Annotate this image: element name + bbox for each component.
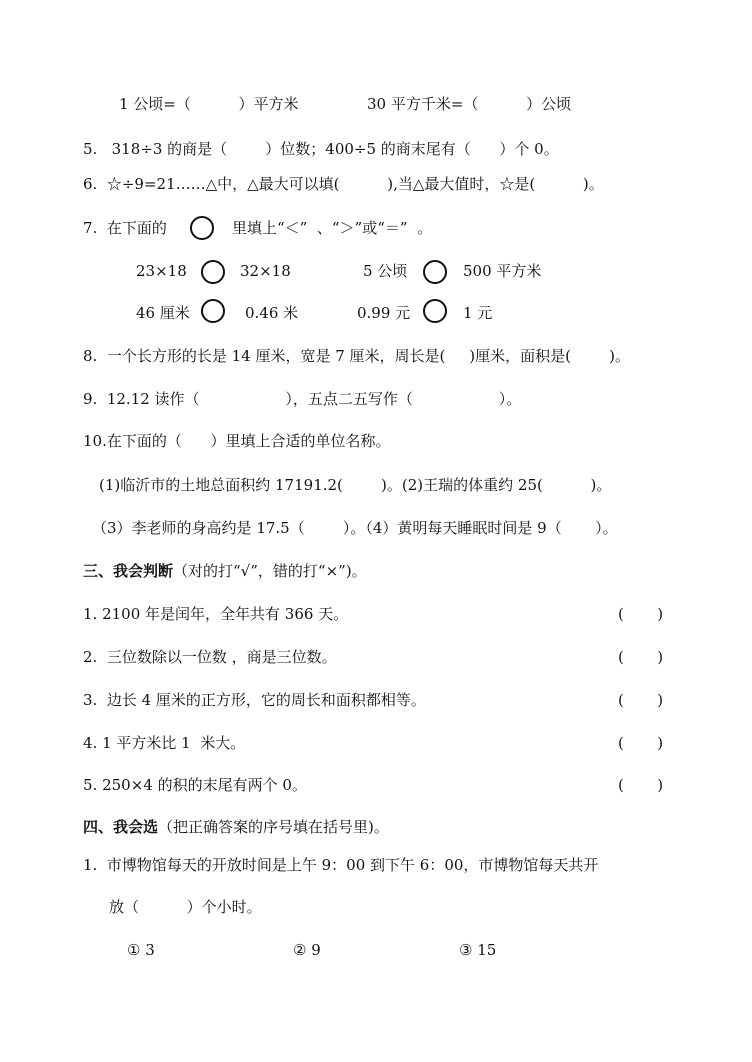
section-3-heading xyxy=(83,561,367,581)
q4-cont-hectare: 1 公顷=（ ）平方米 xyxy=(119,95,299,113)
judge-item-5: 5. 250×4 的积的末尾有两个 0。 xyxy=(83,776,307,794)
choice-option-3[interactable]: ③ 15 xyxy=(459,941,497,959)
q7-expr-4: 500 平方米 xyxy=(463,262,542,280)
judge-blank-5[interactable]: ( ) xyxy=(618,776,664,794)
section-3-title: 三、我会判断 xyxy=(83,562,174,580)
question-10-part-1-2: (1)临沂市的土地总面积约 17191.2( )。(2)王瑞的体重约 25( )。 xyxy=(99,476,612,494)
question-10: 10.在下面的（ ）里填上合适的单位名称。 xyxy=(83,432,391,450)
section-4-heading xyxy=(83,817,389,837)
q7-expr-1: 23×18 xyxy=(136,262,187,280)
question-7-prefix: 7. 在下面的 xyxy=(83,219,167,237)
question-6: 6. ☆÷9=21……△中，△最大可以填( ),当△最大值时，☆是( )。 xyxy=(83,175,604,193)
section-4-instruction: （把正确答案的序号填在括号里)。 xyxy=(158,818,389,836)
choice-question-1-line-1: 1. 市博物馆每天的开放时间是上午 9：00 到下午 6：00，市博物馆每天共开 xyxy=(83,856,599,874)
comparison-circle-icon xyxy=(423,260,447,284)
question-7-suffix: 里填上“＜” 、“＞”或“＝” 。 xyxy=(232,219,433,237)
q4-cont-sqkm: 30 平方千米=（ ）公顷 xyxy=(367,95,572,113)
question-10-part-3-4: （3）李老师的身高约是 17.5（ ）。（4）黄明每天睡眠时间是 9（ ）。 xyxy=(92,519,618,537)
judge-item-3: 3. 边长 4 厘米的正方形，它的周长和面积都相等。 xyxy=(83,691,426,709)
question-5: 5. 318÷3 的商是（ ）位数；400÷5 的商末尾有（ ）个 0。 xyxy=(83,140,559,158)
question-9: 9. 12.12 读作（ ），五点二五写作（ ）。 xyxy=(83,390,522,408)
section-3-instruction: （对的打“√”，错的打“×”)。 xyxy=(173,562,367,580)
judge-blank-4[interactable]: ( ) xyxy=(618,734,664,752)
q7-expr-8: 1 元 xyxy=(463,304,493,322)
comparison-circle-icon xyxy=(423,299,447,323)
comparison-circle-icon xyxy=(201,299,225,323)
judge-item-4: 4. 1 平方米比 1 米大。 xyxy=(83,734,246,752)
judge-blank-3[interactable]: ( ) xyxy=(618,691,664,709)
choice-question-1-line-2: 放（ ）个小时。 xyxy=(109,898,262,916)
question-8: 8. 一个长方形的长是 14 厘米，宽是 7 厘米，周长是( )厘米，面积是( )。 xyxy=(83,347,630,365)
choice-option-2[interactable]: ② 9 xyxy=(293,941,321,959)
q7-expr-7: 0.99 元 xyxy=(357,304,411,322)
section-4-title: 四、我会选 xyxy=(83,818,159,836)
judge-item-2: 2. 三位数除以一位数 ，商是三位数。 xyxy=(83,648,337,666)
q7-expr-3: 5 公顷 xyxy=(363,262,408,280)
judge-blank-1[interactable]: ( ) xyxy=(618,605,664,623)
comparison-circle-icon xyxy=(190,216,214,240)
judge-blank-2[interactable]: ( ) xyxy=(618,648,664,666)
choice-option-1[interactable]: ① 3 xyxy=(127,941,155,959)
q7-expr-5: 46 厘米 xyxy=(136,304,190,322)
comparison-circle-icon xyxy=(201,260,225,284)
q7-expr-6: 0.46 米 xyxy=(245,304,299,322)
judge-item-1: 1. 2100 年是闰年，全年共有 366 天。 xyxy=(83,605,349,623)
q7-expr-2: 32×18 xyxy=(240,262,291,280)
